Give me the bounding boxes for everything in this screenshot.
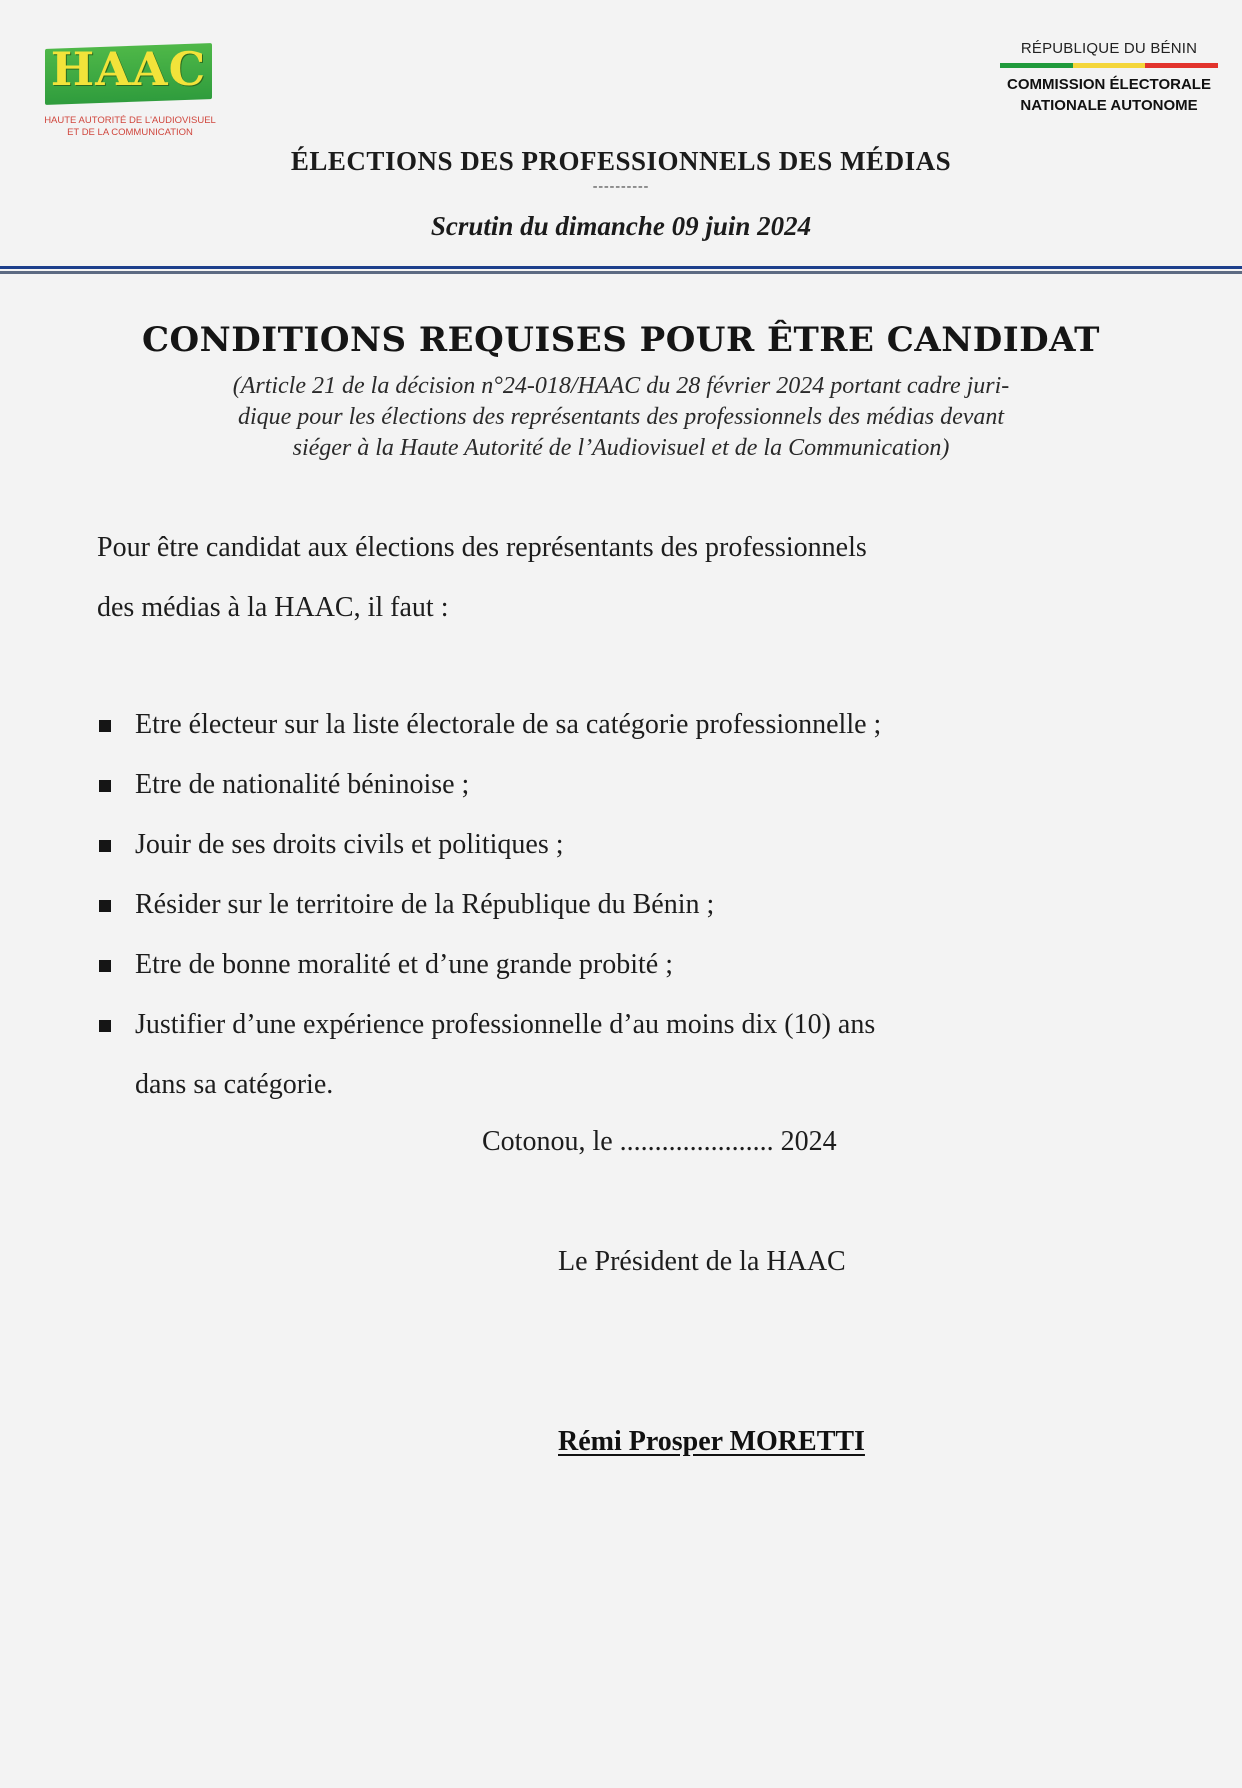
place-and-date: Cotonou, le ...................... 2024 bbox=[482, 1126, 837, 1157]
haac-tagline-line-1: HAUTE AUTORITÉ DE L'AUDIOVISUEL bbox=[44, 115, 216, 126]
article-reference-line-1: (Article 21 de la décision n°24-018/HAAC du 28 février 2024 portant cadre juri- bbox=[232, 373, 1010, 399]
article-reference-line-3: siéger à la Haute Autorité de l’Audiovisuel et de la Communication) bbox=[292, 435, 950, 461]
condition-item bbox=[97, 935, 1177, 995]
signatory-title: Le Président de la HAAC bbox=[558, 1246, 846, 1277]
benin-flag-stripe bbox=[1000, 63, 1218, 68]
signatory-name: Rémi Prosper MORETTI bbox=[558, 1426, 865, 1457]
article-reference-line-2: dique pour les élections des représentants des professionnels des médias devant bbox=[237, 404, 1005, 430]
square-bullet-icon bbox=[99, 960, 111, 972]
intro-line-2: des médias à la HAAC, il faut : bbox=[97, 592, 449, 623]
flag-yellow-band bbox=[1073, 63, 1146, 68]
cena-name-line-2: NATIONALE AUTONOME bbox=[1020, 97, 1198, 114]
square-bullet-icon bbox=[99, 780, 111, 792]
conditions-heading: CONDITIONS REQUISES POUR ÊTRE CANDIDAT bbox=[141, 320, 1100, 360]
cena-republic-label: RÉPUBLIQUE DU BÉNIN bbox=[1020, 40, 1198, 57]
condition-item bbox=[97, 995, 1177, 1115]
scrutin-subtitle: Scrutin du dimanche 09 juin 2024 bbox=[430, 211, 812, 241]
condition-text: Etre de nationalité béninoise ; bbox=[135, 769, 470, 800]
condition-text: Résider sur le territoire de la République du Bénin ; bbox=[135, 889, 715, 920]
condition-text-continuation: dans sa catégorie. bbox=[135, 1069, 334, 1100]
haac-tagline-line-2: ET DE LA COMMUNICATION bbox=[67, 127, 193, 138]
article-reference bbox=[115, 371, 1127, 464]
header-rule-grey bbox=[0, 271, 1242, 274]
title-separator: ---------- bbox=[592, 179, 650, 194]
flag-red-band bbox=[1145, 63, 1218, 68]
condition-item bbox=[97, 815, 1177, 875]
haac-logo-word: HAAC bbox=[50, 42, 207, 96]
square-bullet-icon bbox=[99, 720, 111, 732]
condition-item bbox=[97, 755, 1177, 815]
condition-item bbox=[97, 875, 1177, 935]
intro-line-1: Pour être candidat aux élections des représentants des professionnels bbox=[97, 532, 867, 563]
document-header bbox=[0, 0, 1242, 280]
square-bullet-icon bbox=[99, 840, 111, 852]
condition-text: Etre électeur sur la liste électorale de sa catégorie professionnelle ; bbox=[135, 709, 882, 740]
flag-green-band bbox=[1000, 63, 1073, 68]
condition-item bbox=[97, 695, 1177, 755]
header-rule-blue bbox=[0, 266, 1242, 269]
conditions-list bbox=[97, 695, 1177, 1115]
square-bullet-icon bbox=[99, 900, 111, 912]
elections-title: ÉLECTIONS DES PROFESSIONNELS DES MÉDIAS bbox=[290, 146, 952, 176]
square-bullet-icon bbox=[99, 1020, 111, 1032]
intro-paragraph bbox=[97, 518, 1157, 638]
cena-logo bbox=[1000, 40, 1218, 116]
haac-logo-tagline bbox=[30, 115, 230, 139]
haac-logo bbox=[30, 40, 230, 145]
condition-text: Etre de bonne moralité et d’une grande probité ; bbox=[135, 949, 674, 980]
condition-text: Justifier d’une expérience professionnelle d’au moins dix (10) ans bbox=[135, 1009, 876, 1040]
condition-text: Jouir de ses droits civils et politiques ; bbox=[135, 829, 564, 860]
cena-name-line-1: COMMISSION ÉLECTORALE bbox=[1007, 76, 1211, 93]
